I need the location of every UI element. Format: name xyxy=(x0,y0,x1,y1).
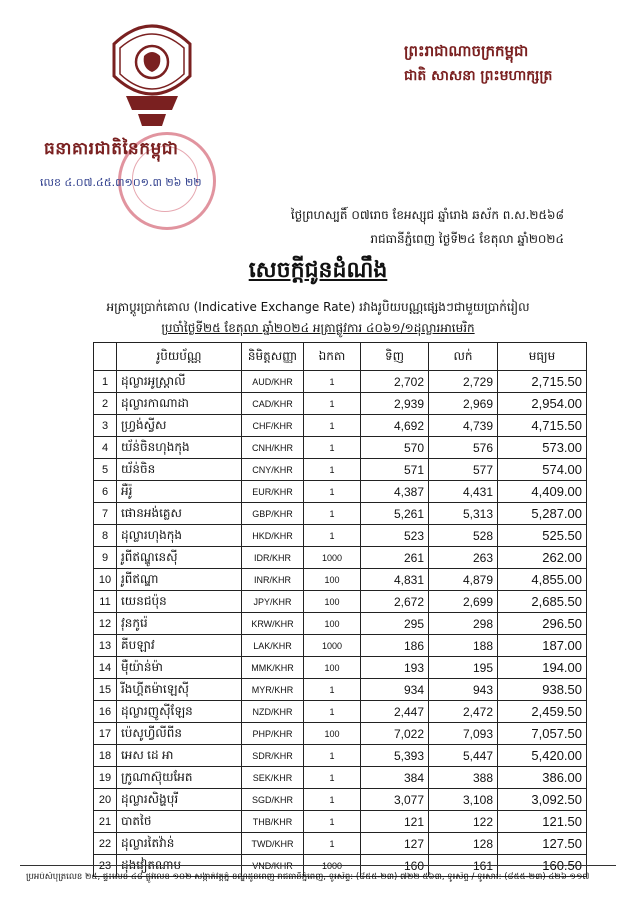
sell-rate: 576 xyxy=(429,437,498,459)
row-number: 9 xyxy=(94,547,117,569)
row-number: 14 xyxy=(94,657,117,679)
currency-name: ដុល្លារហុងកុង xyxy=(117,525,242,547)
average-rate: 2,685.50 xyxy=(498,591,587,613)
currency-symbol: LAK/KHR xyxy=(242,635,304,657)
page-title: សេចក្តីជូនដំណឹង xyxy=(248,258,388,283)
table-row xyxy=(94,723,587,745)
buy-rate: 186 xyxy=(361,635,429,657)
table-row xyxy=(94,635,587,657)
nbc-emblem-icon xyxy=(104,14,200,134)
bank-name: ធនាគារជាតិនៃកម្ពុជា xyxy=(44,139,179,159)
currency-unit: 1 xyxy=(304,481,361,503)
currency-name: យ័ន់ចិនហុងកុង xyxy=(117,437,242,459)
buy-rate: 261 xyxy=(361,547,429,569)
currency-symbol: KRW/KHR xyxy=(242,613,304,635)
currency-name: ដុល្លារកាណាដា xyxy=(117,393,242,415)
row-number: 4 xyxy=(94,437,117,459)
row-number: 17 xyxy=(94,723,117,745)
buy-rate: 2,939 xyxy=(361,393,429,415)
buy-rate: 384 xyxy=(361,767,429,789)
sell-rate: 298 xyxy=(429,613,498,635)
average-rate: 127.50 xyxy=(498,833,587,855)
row-number: 11 xyxy=(94,591,117,613)
table-row xyxy=(94,789,587,811)
currency-unit: 1 xyxy=(304,701,361,723)
row-number: 2 xyxy=(94,393,117,415)
buy-rate: 4,831 xyxy=(361,569,429,591)
currency-symbol: NZD/KHR xyxy=(242,701,304,723)
currency-name: ដុល្លារសិង្ហបុរី xyxy=(117,789,242,811)
sell-rate: 2,699 xyxy=(429,591,498,613)
sell-rate: 4,431 xyxy=(429,481,498,503)
currency-unit: 1 xyxy=(304,459,361,481)
currency-unit: 1 xyxy=(304,767,361,789)
sell-rate: 161 xyxy=(429,855,498,877)
average-rate: 187.00 xyxy=(498,635,587,657)
buy-rate: 2,702 xyxy=(361,371,429,393)
average-rate: 386.00 xyxy=(498,767,587,789)
sell-rate: 188 xyxy=(429,635,498,657)
row-number: 13 xyxy=(94,635,117,657)
buy-rate: 121 xyxy=(361,811,429,833)
currency-name: ប៉េសូហ្វីលីពីន xyxy=(117,723,242,745)
currency-symbol: VND/KHR xyxy=(242,855,304,877)
lunar-date: ថ្ងៃព្រហស្បតិ៍ ០៧រោច ខែអស្សុជ ឆ្នាំរោង ឆស័ក ព.ស.២៥៦៨ xyxy=(290,208,564,222)
average-rate: 5,287.00 xyxy=(498,503,587,525)
table-row xyxy=(94,591,587,613)
currency-unit: 1 xyxy=(304,437,361,459)
buy-rate: 4,387 xyxy=(361,481,429,503)
currency-unit: 1 xyxy=(304,833,361,855)
currency-unit: 1 xyxy=(304,679,361,701)
currency-symbol: CHF/KHR xyxy=(242,415,304,437)
average-rate: 5,420.00 xyxy=(498,745,587,767)
average-rate: 7,057.50 xyxy=(498,723,587,745)
buy-rate: 5,393 xyxy=(361,745,429,767)
buy-rate: 7,022 xyxy=(361,723,429,745)
table-row xyxy=(94,459,587,481)
currency-name: អេស ដេ អា xyxy=(117,745,242,767)
document-date: រាជធានីភ្នំពេញ ថ្ងៃទី២៤ ខែតុលា ឆ្នាំ២០២៤ xyxy=(370,232,564,246)
sell-rate: 195 xyxy=(429,657,498,679)
currency-symbol: JPY/KHR xyxy=(242,591,304,613)
table-row xyxy=(94,745,587,767)
row-number: 8 xyxy=(94,525,117,547)
table-row xyxy=(94,833,587,855)
currency-symbol: IDR/KHR xyxy=(242,547,304,569)
header-unit: ឯកតា xyxy=(304,343,361,371)
currency-symbol: PHP/KHR xyxy=(242,723,304,745)
currency-unit: 1 xyxy=(304,789,361,811)
currency-symbol: TWD/KHR xyxy=(242,833,304,855)
sell-rate: 2,969 xyxy=(429,393,498,415)
row-number: 16 xyxy=(94,701,117,723)
row-number: 18 xyxy=(94,745,117,767)
table-row xyxy=(94,613,587,635)
average-rate: 296.50 xyxy=(498,613,587,635)
currency-symbol: MYR/KHR xyxy=(242,679,304,701)
currency-unit: 100 xyxy=(304,613,361,635)
currency-name: ហ្វ្រង់ស្វីស xyxy=(117,415,242,437)
sell-rate: 5,447 xyxy=(429,745,498,767)
currency-unit: 1 xyxy=(304,371,361,393)
table-row xyxy=(94,657,587,679)
currency-name: ក្រូណាស៊ុយអែត xyxy=(117,767,242,789)
currency-symbol: INR/KHR xyxy=(242,569,304,591)
average-rate: 4,715.50 xyxy=(498,415,587,437)
currency-unit: 1 xyxy=(304,503,361,525)
average-rate: 2,459.50 xyxy=(498,701,587,723)
currency-unit: 1000 xyxy=(304,855,361,877)
average-rate: 160.50 xyxy=(498,855,587,877)
table-row xyxy=(94,811,587,833)
currency-unit: 1000 xyxy=(304,635,361,657)
average-rate: 262.00 xyxy=(498,547,587,569)
average-rate: 4,409.00 xyxy=(498,481,587,503)
footer-address: ប្រអប់សំបុត្រលេខ ២៥, ផ្ទះលេខ ៤៨ ផ្លូវលេខ ១០២ សង្កាត់វត្តភ្នំ ខណ្ឌដូនពេញ រាជធានីភ្នំពេញ, ទូរស័ព្ទ: (៨៥៥-២៣) ៧២២ ៥៦៣, ទូរស័ព្ទ / ទូរសារ: (៨៥៥-២៣) ៤២៦ ១១៧ xyxy=(26,872,590,882)
sell-rate: 4,739 xyxy=(429,415,498,437)
buy-rate: 160 xyxy=(361,855,429,877)
currency-symbol: SEK/KHR xyxy=(242,767,304,789)
currency-name: គីបឡាវ xyxy=(117,635,242,657)
average-rate: 573.00 xyxy=(498,437,587,459)
buy-rate: 570 xyxy=(361,437,429,459)
table-row xyxy=(94,701,587,723)
sell-rate: 5,313 xyxy=(429,503,498,525)
average-rate: 2,954.00 xyxy=(498,393,587,415)
currency-unit: 1000 xyxy=(304,547,361,569)
kingdom-heading: ព្រះរាជាណាចក្រកម្ពុជា xyxy=(404,42,529,60)
currency-name: ដុល្លារញូស៊ីឡែន xyxy=(117,701,242,723)
currency-name: យេនជប៉ុន xyxy=(117,591,242,613)
currency-unit: 100 xyxy=(304,569,361,591)
row-number: 22 xyxy=(94,833,117,855)
currency-name: អឺរ៉ូ xyxy=(117,481,242,503)
header-sell: លក់ xyxy=(429,343,498,371)
buy-rate: 127 xyxy=(361,833,429,855)
currency-name: ផោនអង់គ្លេស xyxy=(117,503,242,525)
row-number: 23 xyxy=(94,855,117,877)
subtitle-official-rate: ប្រចាំថ្ងៃទី២៥ ខែតុលា ឆ្នាំ២០២៤ អត្រាផ្លូវការ ៤០៦១/១ដុល្លារអាមេរិក xyxy=(161,321,475,335)
currency-unit: 1 xyxy=(304,745,361,767)
subtitle-rate-description: អត្រាប្តូរប្រាក់គោល (Indicative Exchange Rate) រវាងរូបិយបណ្ណផ្សេងៗជាមួយប្រាក់រៀល xyxy=(106,300,530,314)
header-average: មធ្យម xyxy=(498,343,587,371)
sell-rate: 122 xyxy=(429,811,498,833)
average-rate: 2,715.50 xyxy=(498,371,587,393)
currency-unit: 1 xyxy=(304,393,361,415)
currency-name: រូពីឥណ្ឌូនេស៊ី xyxy=(117,547,242,569)
currency-unit: 100 xyxy=(304,591,361,613)
average-rate: 4,855.00 xyxy=(498,569,587,591)
exchange-rate-table xyxy=(93,342,587,877)
average-rate: 525.50 xyxy=(498,525,587,547)
average-rate: 574.00 xyxy=(498,459,587,481)
buy-rate: 4,692 xyxy=(361,415,429,437)
row-number: 19 xyxy=(94,767,117,789)
header-currency: រូបិយប័ណ្ណ xyxy=(117,343,242,371)
row-number: 5 xyxy=(94,459,117,481)
reference-number: លេខ ៤.០៧.៤៥.៣១០១.៣ ២៦ ២២ xyxy=(40,176,202,189)
sell-rate: 7,093 xyxy=(429,723,498,745)
row-number: 7 xyxy=(94,503,117,525)
table-row xyxy=(94,393,587,415)
currency-unit: 1 xyxy=(304,525,361,547)
table-header-row xyxy=(94,343,587,371)
sell-rate: 128 xyxy=(429,833,498,855)
row-number: 3 xyxy=(94,415,117,437)
sell-rate: 577 xyxy=(429,459,498,481)
buy-rate: 193 xyxy=(361,657,429,679)
currency-unit: 1 xyxy=(304,415,361,437)
sell-rate: 943 xyxy=(429,679,498,701)
table-row xyxy=(94,525,587,547)
currency-symbol: CNH/KHR xyxy=(242,437,304,459)
sell-rate: 3,108 xyxy=(429,789,498,811)
currency-symbol: GBP/KHR xyxy=(242,503,304,525)
header-buy: ទិញ xyxy=(361,343,429,371)
currency-symbol: MMK/KHR xyxy=(242,657,304,679)
currency-name: ដុល្លារអូស្ត្រាលី xyxy=(117,371,242,393)
footer-divider xyxy=(20,865,616,866)
row-number: 10 xyxy=(94,569,117,591)
average-rate: 3,092.50 xyxy=(498,789,587,811)
buy-rate: 934 xyxy=(361,679,429,701)
table-row xyxy=(94,569,587,591)
row-number: 15 xyxy=(94,679,117,701)
currency-name: ដុល្លារតៃវ៉ាន់ xyxy=(117,833,242,855)
buy-rate: 2,672 xyxy=(361,591,429,613)
currency-name: ដុងវៀតណាម xyxy=(117,855,242,877)
sell-rate: 2,472 xyxy=(429,701,498,723)
currency-unit: 100 xyxy=(304,723,361,745)
sell-rate: 2,729 xyxy=(429,371,498,393)
table-row xyxy=(94,481,587,503)
sell-rate: 4,879 xyxy=(429,569,498,591)
currency-name: ម៉ឺយ៉ាន់ម៉ា xyxy=(117,657,242,679)
currency-symbol: CAD/KHR xyxy=(242,393,304,415)
row-number: 6 xyxy=(94,481,117,503)
buy-rate: 523 xyxy=(361,525,429,547)
row-number: 20 xyxy=(94,789,117,811)
table-row xyxy=(94,767,587,789)
currency-symbol: HKD/KHR xyxy=(242,525,304,547)
buy-rate: 295 xyxy=(361,613,429,635)
currency-unit: 100 xyxy=(304,657,361,679)
header-no xyxy=(94,343,117,371)
currency-symbol: AUD/KHR xyxy=(242,371,304,393)
sell-rate: 388 xyxy=(429,767,498,789)
currency-name: រូពីឥណ្ឌា xyxy=(117,569,242,591)
table-row xyxy=(94,503,587,525)
buy-rate: 2,447 xyxy=(361,701,429,723)
row-number: 21 xyxy=(94,811,117,833)
buy-rate: 571 xyxy=(361,459,429,481)
buy-rate: 5,261 xyxy=(361,503,429,525)
currency-name: វុនកូរ៉េ xyxy=(117,613,242,635)
currency-name: បាតថៃ xyxy=(117,811,242,833)
currency-name: យ័ន់ចិន xyxy=(117,459,242,481)
average-rate: 121.50 xyxy=(498,811,587,833)
currency-name: រីងហ្គីតម៉ាឡេស៊ី xyxy=(117,679,242,701)
average-rate: 194.00 xyxy=(498,657,587,679)
currency-symbol: THB/KHR xyxy=(242,811,304,833)
table-row xyxy=(94,415,587,437)
row-number: 12 xyxy=(94,613,117,635)
table-row xyxy=(94,371,587,393)
currency-symbol: SGD/KHR xyxy=(242,789,304,811)
currency-unit: 1 xyxy=(304,811,361,833)
table-row xyxy=(94,547,587,569)
header-symbol: និមិត្តសញ្ញា xyxy=(242,343,304,371)
national-motto: ជាតិ សាសនា ព្រះមហាក្សត្រ xyxy=(404,68,553,84)
table-row xyxy=(94,437,587,459)
sell-rate: 263 xyxy=(429,547,498,569)
buy-rate: 3,077 xyxy=(361,789,429,811)
row-number: 1 xyxy=(94,371,117,393)
currency-symbol: CNY/KHR xyxy=(242,459,304,481)
currency-symbol: SDR/KHR xyxy=(242,745,304,767)
sell-rate: 528 xyxy=(429,525,498,547)
table-row xyxy=(94,679,587,701)
currency-symbol: EUR/KHR xyxy=(242,481,304,503)
average-rate: 938.50 xyxy=(498,679,587,701)
